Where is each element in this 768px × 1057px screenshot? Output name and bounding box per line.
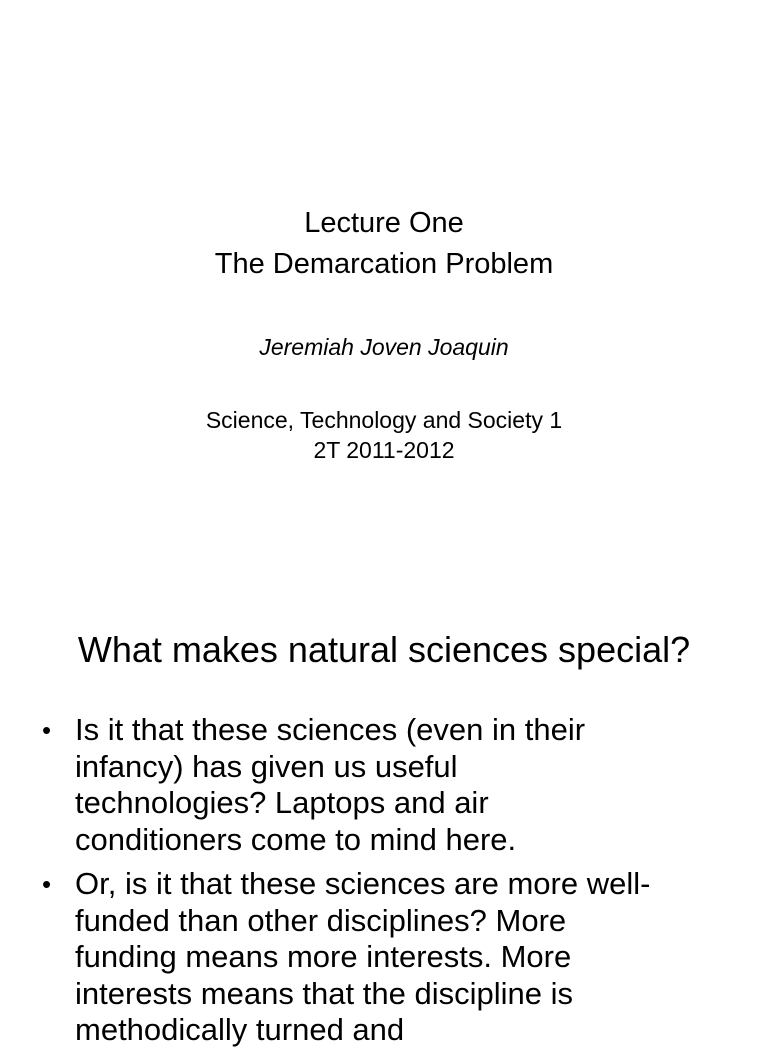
bullet-line: technologies? Laptops and air [75, 785, 489, 820]
bullet-line: infancy) has given us useful [75, 748, 458, 784]
bullet-item [42, 866, 742, 1049]
course-info [0, 405, 768, 465]
bullet-line: methodically turned and [75, 1012, 405, 1047]
course-name: Science, Technology and Society 1 [205, 407, 563, 433]
lecture-title [0, 203, 768, 285]
lecture-title-line-2: The Demarcation Problem [214, 248, 554, 280]
bullet-list [42, 712, 742, 1057]
bullet-icon: • [42, 869, 52, 899]
lecture-title-line-1: Lecture One [304, 207, 464, 239]
bullet-item [42, 712, 742, 858]
slide-heading: What makes natural sciences special? [77, 629, 691, 670]
author-name: Jeremiah Joven Joaquin [259, 334, 509, 360]
bullet-line: conditioners come to mind here. [75, 821, 517, 857]
bullet-line: interests means that the discipline is [75, 975, 573, 1011]
bullet-icon: • [42, 715, 52, 745]
course-term: 2T 2011-2012 [313, 437, 455, 463]
bullet-line: Or, is it that these sciences are more well- [75, 866, 651, 901]
content-slide [0, 576, 768, 1047]
bullet-line: Is it that these sciences (even in their [75, 712, 586, 747]
bullet-line: funded than other disciplines? More [75, 902, 567, 938]
bullet-line: funding means more interests. More [75, 939, 572, 974]
